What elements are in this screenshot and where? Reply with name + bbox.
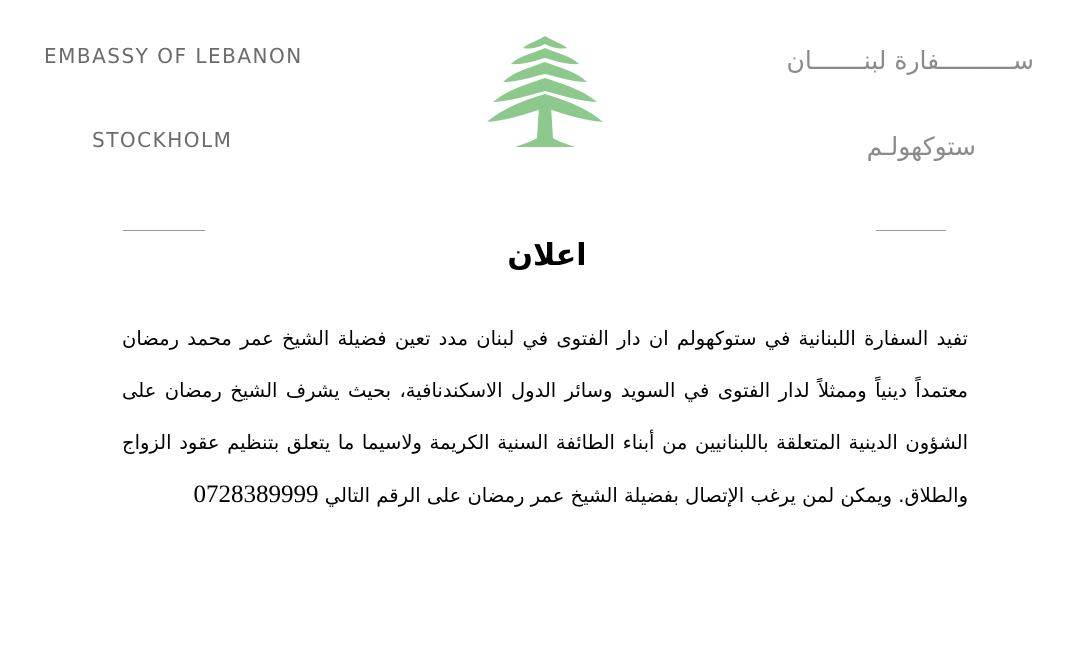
divider-left [123, 230, 205, 231]
embassy-name-arabic: ســــــــــفارة لبنـــــــان [786, 46, 1034, 75]
city-name-english: STOCKHOLM [92, 128, 233, 152]
cedar-tree-icon [485, 34, 605, 152]
phone-number: 0728389999 [193, 481, 319, 508]
notice-body [122, 313, 968, 573]
notice-body-text: تفيد السفارة اللبنانية في ستوكهولم ان دار الفتوى في لبنان مدد تعين فضيلة الشيخ عمر محمد رمضان معتمداً دينياً وممثلاً لدار الفتوى في السويد وسائر الدول الاسكندنافية، بحيث يشرف الشيخ رمضان على الشؤون الدينية المتعلقة باللبنانيين من أبناء الطائفة السنية الكريمة ولاسيما ما يتعلق بتنظيم عقود الزواج والطلاق. ويمكن لمن يرغب الإتصال بفضيلة الشيخ عمر رمضان على الرقم التالي [122, 327, 968, 507]
divider-right [876, 230, 946, 231]
embassy-name-english: EMBASSY OF LEBANON [44, 44, 303, 68]
city-name-arabic: ستوكهولـم [866, 132, 976, 161]
notice-heading: اعلان [507, 238, 587, 273]
